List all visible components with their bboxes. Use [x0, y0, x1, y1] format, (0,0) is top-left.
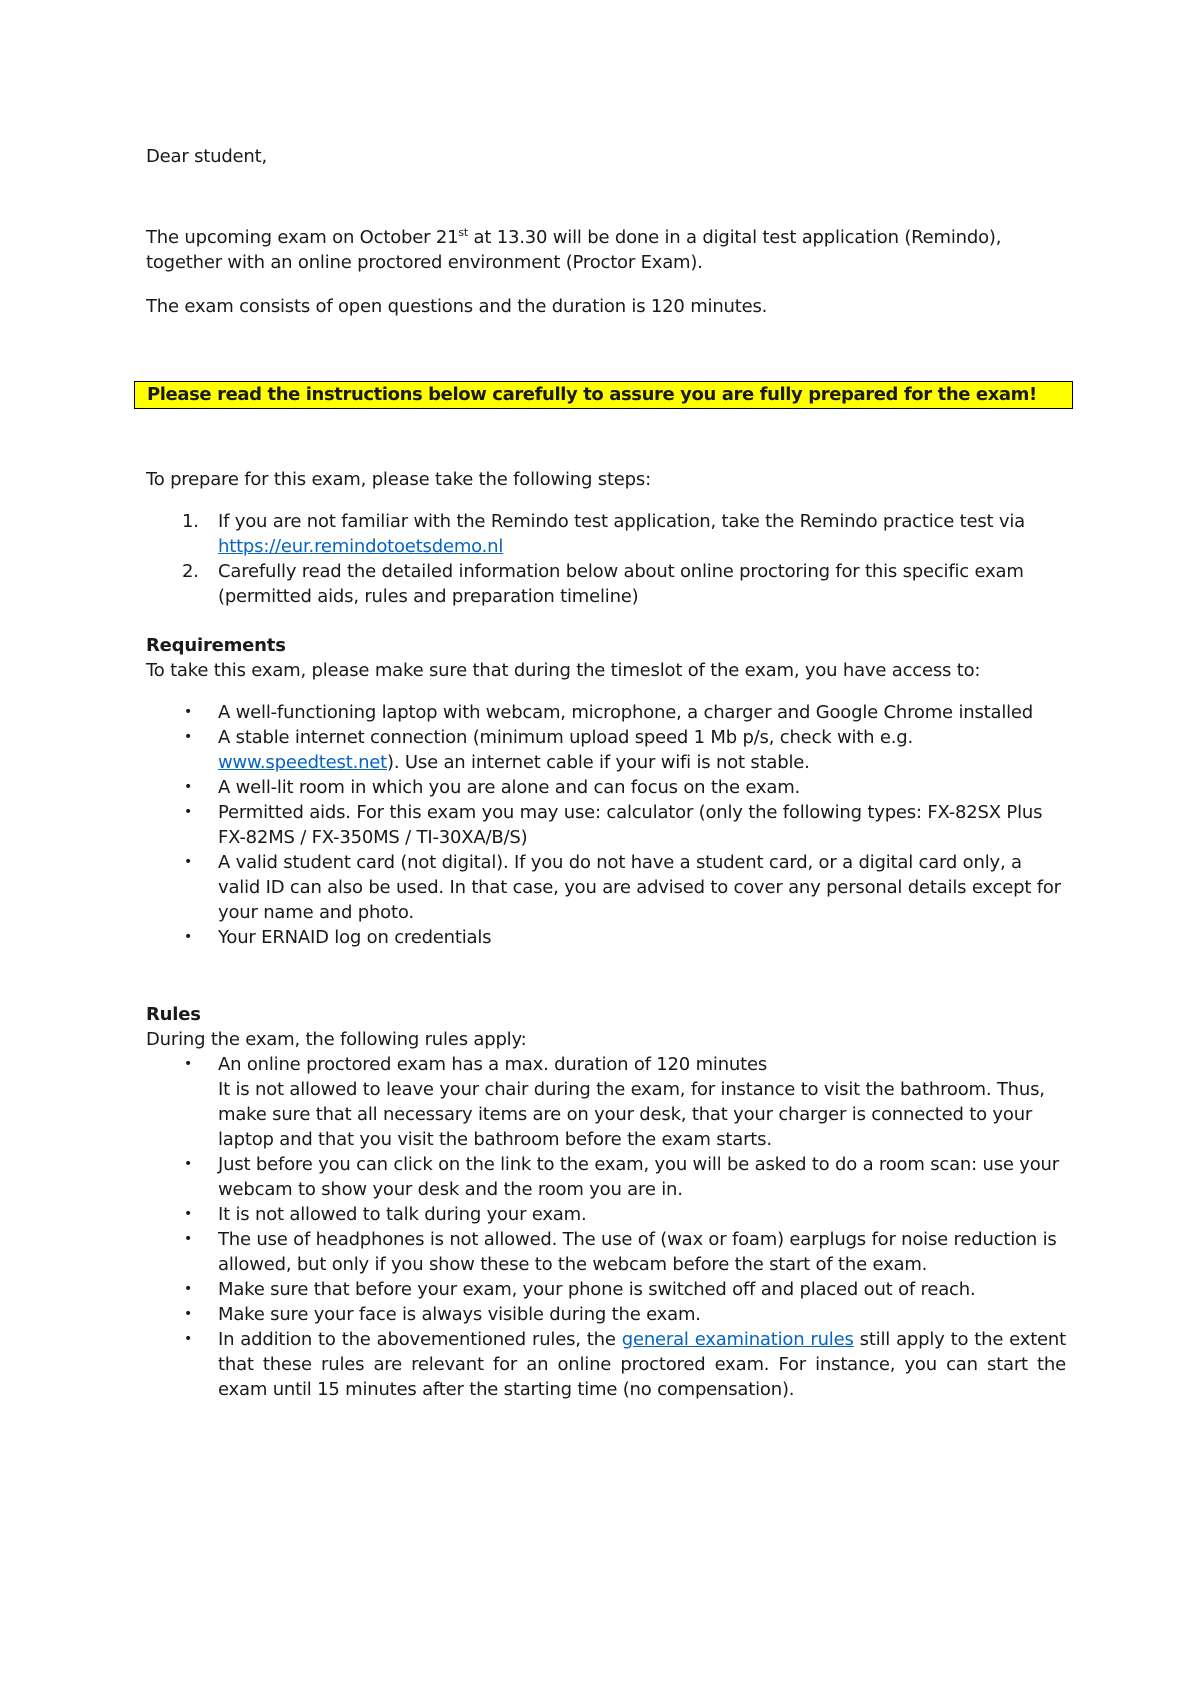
step-item: [146, 559, 1066, 609]
bullet-icon: •: [184, 1156, 193, 1172]
requirement-text: A well-functioning laptop with webcam, microphone, a charger and Google Chrome installed: [218, 702, 1034, 723]
bullet-icon: •: [184, 804, 193, 820]
bullet-icon: •: [184, 1306, 193, 1322]
requirement-item: [146, 775, 1066, 800]
speedtest-link[interactable]: www.speedtest.net: [218, 752, 388, 773]
bullet-icon: •: [184, 929, 193, 945]
requirements-intro: To take this exam, please make sure that during the timeslot of the exam, you have access to:: [146, 660, 981, 681]
rule-item: [146, 1052, 1066, 1152]
requirement-text: Your ERNAID log on credentials: [218, 927, 492, 948]
step-item: [146, 509, 1066, 559]
requirement-item: [146, 700, 1066, 725]
requirement-text: A valid student card (not digital). If you do not have a student card, or a digital card only, a valid ID can also be used. In that case, you are advised to cover any personal details except for your name and photo.: [218, 852, 1061, 923]
rule-text: It is not allowed to talk during your exam.: [218, 1204, 587, 1225]
intro-text: The upcoming exam on October 21: [146, 227, 459, 248]
rule-item: [146, 1277, 1066, 1302]
requirement-text: Permitted aids. For this exam you may use: calculator (only the following types: FX-82SX Plus FX-82MS / FX-350MS / TI-30XA/B/S): [218, 802, 1043, 848]
rule-item: [146, 1152, 1066, 1202]
rule-text: Just before you can click on the link to the exam, you will be asked to do a room scan: use your webcam to show your desk and the room you are in.: [218, 1154, 1059, 1200]
requirement-text: A stable internet connection (minimum upload speed 1 Mb p/s, check with e.g.: [218, 727, 914, 748]
bullet-icon: •: [184, 1281, 193, 1297]
greeting: Dear student,: [146, 146, 268, 167]
rule-item: [146, 1227, 1066, 1277]
intro-text-rest: at 13.30 will be done in a digital test application (Remindo), together with an online proctored environment (Proctor Exam).: [146, 227, 1002, 273]
remindo-practice-link[interactable]: https://eur.remindotoetsdemo.nl: [218, 536, 504, 557]
rule-text: In addition to the abovementioned rules, the: [218, 1329, 622, 1350]
intro-paragraph: [146, 225, 1066, 275]
bullet-icon: •: [184, 1056, 193, 1072]
rule-text: An online proctored exam has a max. duration of 120 minutes: [218, 1054, 768, 1075]
bullet-icon: •: [184, 1331, 193, 1347]
requirements-list: [146, 700, 1066, 950]
date-suffix: st: [458, 226, 468, 239]
requirement-text: A well-lit room in which you are alone and can focus on the exam.: [218, 777, 801, 798]
requirement-item: [146, 800, 1066, 850]
letter-body: [146, 144, 1066, 1402]
rule-text-detail: It is not allowed to leave your chair during the exam, for instance to visit the bathroom. Thus, make sure that all necessary items are on your desk, that your charger is connected to your laptop and that you visit the bathroom before the exam starts.: [218, 1079, 1045, 1150]
rule-text: Make sure that before your exam, your phone is switched off and placed out of reach.: [218, 1279, 976, 1300]
notice-highlight-box: Please read the instructions below carefully to assure you are fully prepared for the exam!: [134, 381, 1073, 409]
rules-intro: During the exam, the following rules apply:: [146, 1029, 527, 1050]
step-text: If you are not familiar with the Remindo test application, take the Remindo practice test via: [218, 511, 1026, 532]
steps-list: [146, 509, 1066, 609]
rule-text-rest: still apply to the extent that these rules are relevant for an online proctored exam. For instance, you can start the exam until 15 minutes after the starting time (no compensation).: [218, 1329, 1066, 1400]
bullet-icon: •: [184, 854, 193, 870]
rule-item: [146, 1302, 1066, 1327]
step-number: 1.: [182, 511, 199, 532]
requirements-heading: Requirements: [146, 635, 286, 656]
step-number: 2.: [182, 561, 199, 582]
rule-text: Make sure your face is always visible during the exam.: [218, 1304, 701, 1325]
requirement-text-rest: ). Use an internet cable if your wifi is not stable.: [387, 752, 810, 773]
requirement-item: [146, 850, 1066, 925]
bullet-icon: •: [184, 779, 193, 795]
step-text: Carefully read the detailed information below about online proctoring for this specific exam (permitted aids, rules and preparation timeline): [218, 561, 1024, 607]
bullet-icon: •: [184, 729, 193, 745]
rule-item: [146, 1327, 1066, 1402]
rules-heading: Rules: [146, 1004, 201, 1025]
general-examination-rules-link[interactable]: general examination rules: [621, 1329, 854, 1350]
rule-text: The use of headphones is not allowed. The use of (wax or foam) earplugs for noise reduction is allowed, but only if you show these to the webcam before the start of the exam.: [218, 1229, 1057, 1275]
bullet-icon: •: [184, 1231, 193, 1247]
bullet-icon: •: [184, 1206, 193, 1222]
rules-list: [146, 1052, 1066, 1402]
requirement-item: [146, 925, 1066, 950]
bullet-icon: •: [184, 704, 193, 720]
steps-intro: To prepare for this exam, please take the following steps:: [146, 469, 651, 490]
requirement-item: [146, 725, 1066, 775]
rule-item: [146, 1202, 1066, 1227]
duration-paragraph: The exam consists of open questions and the duration is 120 minutes.: [146, 296, 768, 317]
